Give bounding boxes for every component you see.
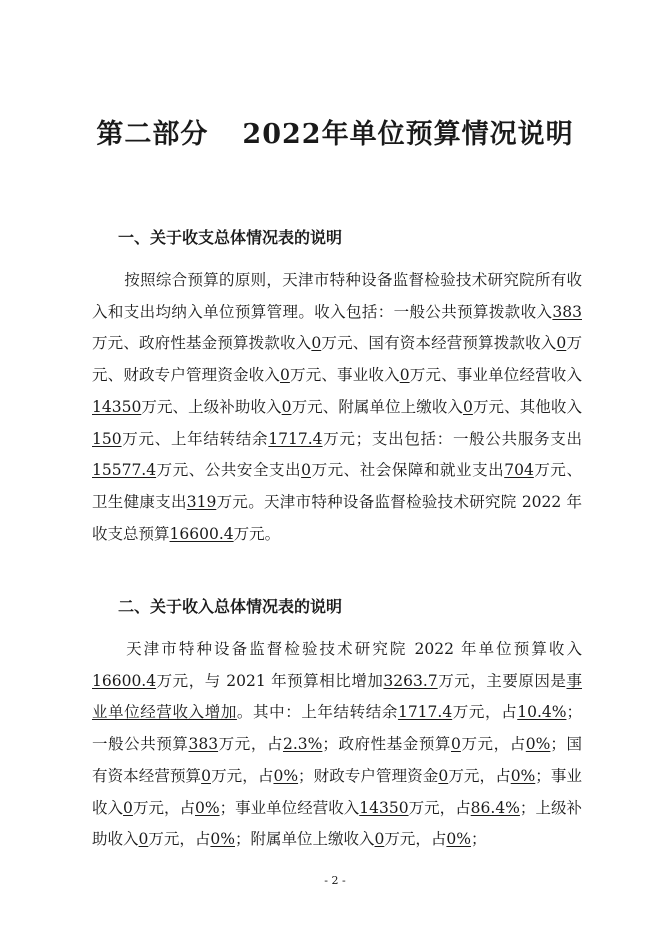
section1-paragraph: 按照综合预算的原则，天津市特种设备监督检验技术研究院所有收入和支出均纳入单位预算管理。收入包括：一般公共预算拨款收入383万元、政府性基金预算拨款收入0万元、国有资本经营预算拨款收入0万元、财政专户管理资金收入0万元、事业收入0万元、事业单位经营收入14350万元、上级补助收入0万元、附属单位上缴收入0万元、其他收入150万元、上年结转结余1717.4万元；支出包括：一般公共服务支出15577.4万元、公共安全支出0万元、社会保障和就业支出704万元、卫生健康支出319万元。天津市特种设备监督检验技术研究院 2022 年收支总预算16600.4万元。	[92, 271, 582, 543]
section2-paragraph: 天津市特种设备监督检验技术研究院 2022 年单位预算收入16600.4万元，与 2021 年预算相比增加3263.7万元，主要原因是事业单位经营收入增加。其中：上年结转结余1717.4万元，占10.4%；一般公共预算383万元，占2.3%；政府性基金预算0万元，占0%；国有资本经营预算0万元，占0%；财政专户管理资金0万元，占0%；事业收入0万元，占0%；事业单位经营收入14350万元，占86.4%；上级补助收入0万元，占0%；附属单位上缴收入0万元，占0%；	[92, 640, 582, 849]
page-title	[0, 112, 670, 151]
page-number: - 2 -	[324, 874, 346, 887]
section2-heading: 二、关于收入总体情况表的说明	[118, 597, 343, 616]
title-part: 第二部分	[96, 119, 209, 150]
section1-heading: 一、关于收支总体情况表的说明	[118, 228, 343, 247]
title-main: 2022年单位预算情况说明	[242, 119, 574, 150]
